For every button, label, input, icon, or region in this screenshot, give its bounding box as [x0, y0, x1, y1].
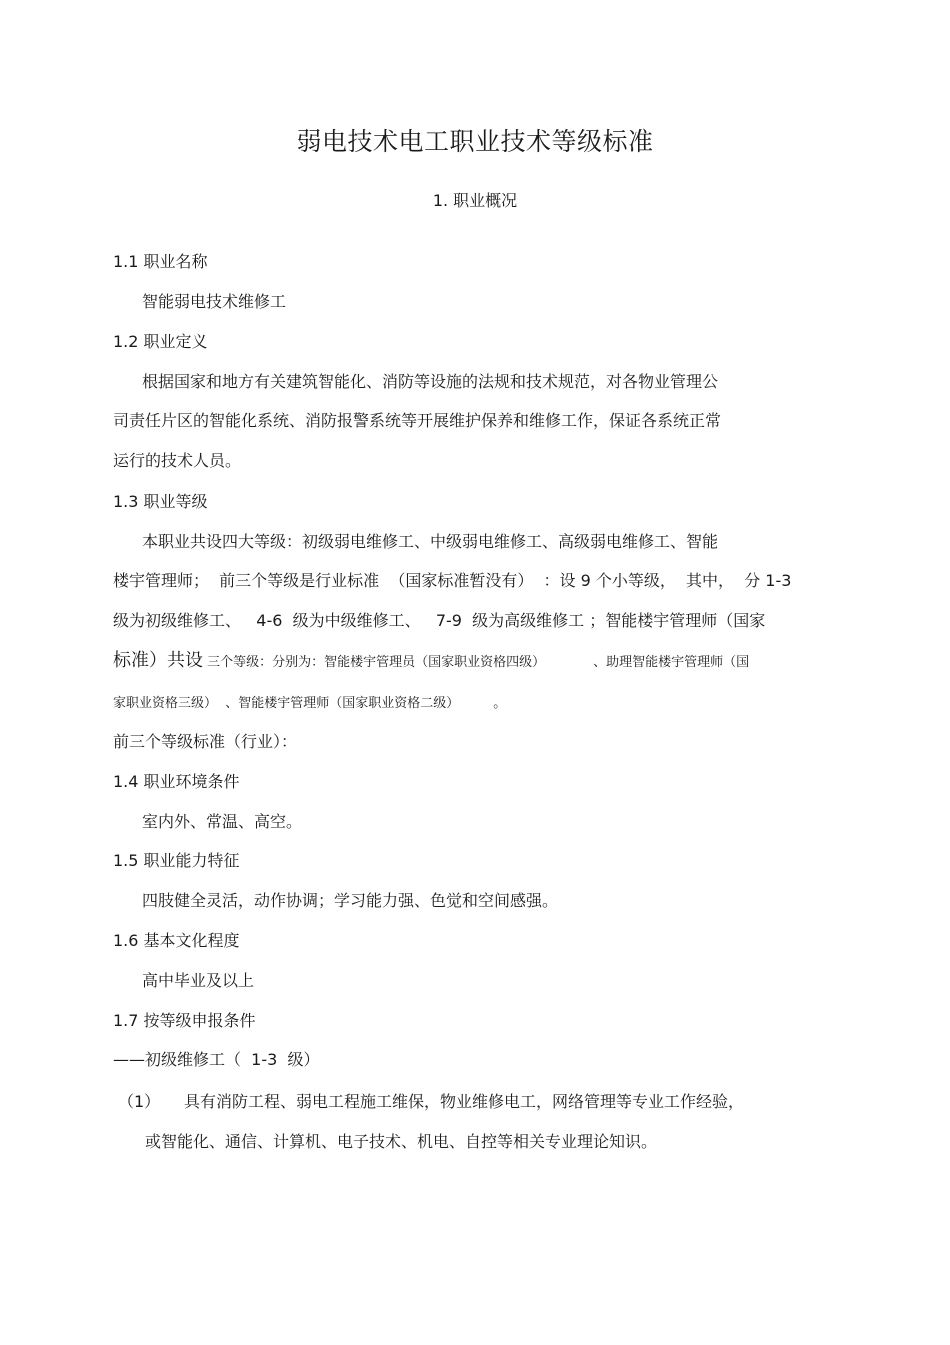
list-item-number: （1）	[118, 1092, 161, 1111]
paragraph-1-3-line: 楼宇管理师； 前三个等级是行业标准 （国家标准暂没有） ：设 9 个小等级， 其中， 分 1-3	[113, 571, 792, 590]
paragraph-1-5: 四肢健全灵活，动作协调；学习能力强、色觉和空间感强。	[142, 891, 559, 910]
paragraph-1-2-line: 根据国家和地方有关建筑智能化、消防等设施的法规和技术规范，对各物业管理公	[142, 372, 719, 391]
list-item-1-continued: 或智能化、通信、计算机、电子技术、机电、自控等相关专业理论知识。	[145, 1132, 658, 1151]
heading-1-5: 1.5 职业能力特征	[113, 851, 240, 870]
heading-1-6: 1.6 基本文化程度	[113, 931, 240, 950]
paragraph-1-1: 智能弱电技术维修工	[142, 292, 287, 311]
paragraph-1-4: 室内外、常温、高空。	[142, 812, 303, 831]
document-title: 弱电技术电工职业技术等级标准	[296, 127, 654, 156]
list-item-1	[118, 1089, 744, 1115]
subheading-junior: ——初级维修工（ 1-3 级）	[113, 1050, 320, 1069]
heading-1-1: 1.1 职业名称	[113, 252, 208, 271]
heading-1-4: 1.4 职业环境条件	[113, 772, 240, 791]
paragraph-1-3-line: 本职业共设四大等级：初级弱电维修工、中级弱电维修工、高级弱电维修工、智能	[142, 532, 719, 551]
text-span: 标准）共设	[113, 650, 203, 671]
text-span: 家职业资格三级） 、智能楼宇管理师（国家职业资格二级）	[113, 696, 460, 711]
paragraph-1-3-line: 级为初级维修工、 4-6 级为中级维修工、 7-9 级为高级维修工 ；智能楼宇管理师（国家	[113, 611, 766, 630]
paragraph-1-2-line: 运行的技术人员。	[113, 451, 242, 470]
text-span: 、助理智能楼宇管理师（国	[593, 655, 750, 670]
paragraph-1-3-line	[113, 648, 749, 676]
paragraph-1-3-line: 前三个等级标准（行业）：	[113, 732, 298, 751]
text-span: 。	[493, 696, 507, 711]
paragraph-1-3-line	[113, 689, 506, 717]
text-span: 三个等级：分别为：智能楼宇管理员（国家职业资格四级）	[203, 655, 546, 670]
section-heading-1: 1. 职业概况	[432, 191, 518, 210]
heading-1-3: 1.3 职业等级	[113, 492, 208, 511]
heading-1-2: 1.2 职业定义	[113, 332, 208, 351]
list-item-text: 具有消防工程、弱电工程施工维保，物业维修电工，网络管理等专业工作经验，	[184, 1092, 745, 1111]
paragraph-1-6: 高中毕业及以上	[142, 971, 255, 990]
heading-1-7: 1.7 按等级申报条件	[113, 1011, 256, 1030]
paragraph-1-2-line: 司责任片区的智能化系统、消防报警系统等开展维护保养和维修工作，保证各系统正常	[113, 411, 722, 430]
